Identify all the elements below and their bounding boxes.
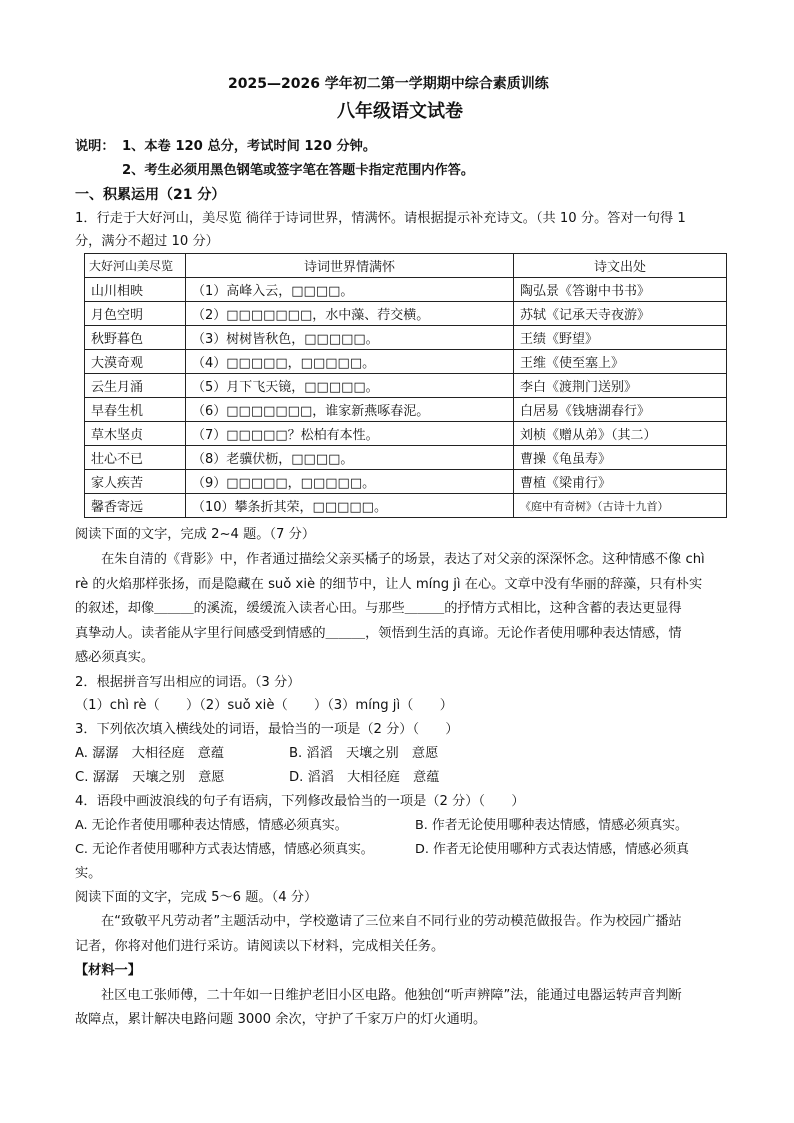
- theme-cell: 秋野暮色: [85, 326, 186, 350]
- reading-1-line: 感必须真实。: [75, 650, 155, 665]
- reading-2-line: 在“致敬平凡劳动者”主题活动中，学校邀请了三位来自不同行业的劳动模范做报告。作为校园广播站: [101, 914, 682, 929]
- column-header: 大好河山美尽览: [85, 254, 186, 278]
- question-1-stem: 1．行走于大好河山，美尽览 徜徉于诗词世界，情满怀。请根据提示补充诗文。（共 10 分。答对一句得 1: [75, 211, 686, 226]
- source-cell: 曹植《梁甫行》: [514, 470, 727, 494]
- source-cell: 李白《渡荆门送别》: [514, 374, 727, 398]
- option-a: A. 无论作者使用哪种表达情感，情感必须真实。: [75, 818, 348, 833]
- table-row: [85, 278, 727, 302]
- poem-blank-cell: （10）攀条折其荣，□□□□□。: [186, 494, 514, 518]
- column-header: 诗文出处: [514, 254, 727, 278]
- table-row: [85, 494, 727, 518]
- table-row: [85, 422, 727, 446]
- option-d: D. 作者无论使用哪种方式表达情感，情感必须真: [415, 842, 689, 857]
- theme-cell: 壮心不已: [85, 446, 186, 470]
- poem-blank-cell: （5）月下飞天镜，□□□□□。: [186, 374, 514, 398]
- theme-cell: 月色空明: [85, 302, 186, 326]
- source-cell: 陶弘景《答谢中书书》: [514, 278, 727, 302]
- instructions-label: 说明：: [75, 139, 115, 154]
- option-b: B. 作者无论使用哪种表达情感，情感必须真实。: [415, 818, 688, 833]
- instruction-2: 2、考生必须用黑色钢笔或签字笔在答题卡指定范围内作答。: [122, 163, 475, 178]
- table-row: [85, 302, 727, 326]
- reading-2-line: 记者，你将对他们进行采访。请阅读以下材料，完成相关任务。: [75, 939, 445, 954]
- option-d-cont: 实。: [75, 866, 102, 881]
- table-row: [85, 350, 727, 374]
- reading-1-line: 在朱自清的《背影》中，作者通过描绘父亲买橘子的场景，表达了对父亲的深深怀念。这种情感不像 chì: [101, 552, 705, 567]
- exam-title: 2025—2026 学年初二第一学期期中综合素质训练: [228, 76, 549, 92]
- exam-subtitle: 八年级语文试卷: [337, 101, 463, 122]
- source-cell: 白居易《钱塘湖春行》: [514, 398, 727, 422]
- theme-cell: 馨香寄远: [85, 494, 186, 518]
- poem-blank-cell: （8）老骥伏枥，□□□□。: [186, 446, 514, 470]
- reading-1-line: 真挚动人。读者能从字里行间感受到情感的＿＿＿，领悟到生活的真谛。无论作者使用哪种表达情感，情: [75, 626, 682, 641]
- poem-blank-cell: （3）树树皆秋色，□□□□□。: [186, 326, 514, 350]
- reading-1-line: rè 的火焰那样张扬，而是隐藏在 suǒ xiè 的细节中，让人 míng jì 在心。文章中没有华丽的辞藻，只有朴实: [75, 577, 703, 592]
- option-a: A. 潺潺 大相径庭 意蕴: [75, 746, 225, 761]
- question-1-stem-cont: 分，满分不超过 10 分）: [75, 234, 219, 249]
- option-c: C. 潺潺 天壤之别 意愿: [75, 770, 225, 785]
- source-cell: 苏轼《记承天寺夜游》: [514, 302, 727, 326]
- section-heading: 一、积累运用（21 分）: [75, 187, 226, 203]
- poem-blank-cell: （4）□□□□□，□□□□□。: [186, 350, 514, 374]
- option-c: C. 无论作者使用哪种方式表达情感，情感必须真实。: [75, 842, 374, 857]
- source-cell: 《庭中有奇树》（古诗十九首）: [514, 494, 727, 518]
- theme-cell: 大漠奇观: [85, 350, 186, 374]
- theme-cell: 家人疾苦: [85, 470, 186, 494]
- table-header-row: [85, 254, 727, 278]
- theme-cell: 草木坚贞: [85, 422, 186, 446]
- table-row: [85, 398, 727, 422]
- question-3-stem: 3．下列依次填入横线处的词语，最恰当的一项是（2 分）（ ）: [75, 722, 459, 737]
- source-cell: 刘桢《赠从弟》（其二）: [514, 422, 727, 446]
- material-label: 【材料一】: [75, 963, 141, 978]
- source-cell: 曹操《龟虽寿》: [514, 446, 727, 470]
- poem-blank-cell: （9）□□□□□，□□□□□。: [186, 470, 514, 494]
- source-cell: 王维《使至塞上》: [514, 350, 727, 374]
- table-row: [85, 446, 727, 470]
- instruction-1: 1、本卷 120 总分，考试时间 120 分钟。: [122, 139, 377, 154]
- question-2-items: （1）chì rè（ ）（2）suǒ xiè（ ）（3）míng jì（ ）: [75, 698, 453, 713]
- poem-blank-cell: （7）□□□□□？松柏有本性。: [186, 422, 514, 446]
- poem-blank-cell: （1）高峰入云，□□□□。: [186, 278, 514, 302]
- question-4-stem: 4．语段中画波浪线的句子有语病，下列修改最恰当的一项是（2 分）（ ）: [75, 794, 525, 809]
- reading-1-intro: 阅读下面的文字，完成 2~4 题。（7 分）: [75, 527, 316, 542]
- table-row: [85, 326, 727, 350]
- option-d: D. 滔滔 大相径庭 意蕴: [289, 770, 440, 785]
- question-2-stem: 2．根据拼音写出相应的词语。（3 分）: [75, 675, 301, 690]
- table-row: [85, 470, 727, 494]
- reading-2-intro: 阅读下面的文字，完成 5～6 题。（4 分）: [75, 890, 318, 905]
- column-header: 诗词世界情满怀: [186, 254, 514, 278]
- material-line: 社区电工张师傅，二十年如一日维护老旧小区电路。他独创“听声辨障”法，能通过电器运转声音判断: [101, 988, 682, 1003]
- theme-cell: 早春生机: [85, 398, 186, 422]
- reading-1-line: 的叙述，却像＿＿＿的溪流，缓缓流入读者心田。与那些＿＿＿的抒情方式相比，这种含蓄的表达更显得: [75, 601, 682, 616]
- poem-blank-cell: （2）□□□□□□□，水中藻、荇交横。: [186, 302, 514, 326]
- table-row: [85, 374, 727, 398]
- theme-cell: 云生月涌: [85, 374, 186, 398]
- theme-cell: 山川相映: [85, 278, 186, 302]
- poem-table: [84, 253, 727, 518]
- material-line: 故障点，累计解决电路问题 3000 余次，守护了千家万户的灯火通明。: [75, 1012, 487, 1027]
- poem-blank-cell: （6）□□□□□□□，谁家新燕啄春泥。: [186, 398, 514, 422]
- option-b: B. 滔滔 天壤之别 意愿: [289, 746, 439, 761]
- source-cell: 王绩《野望》: [514, 326, 727, 350]
